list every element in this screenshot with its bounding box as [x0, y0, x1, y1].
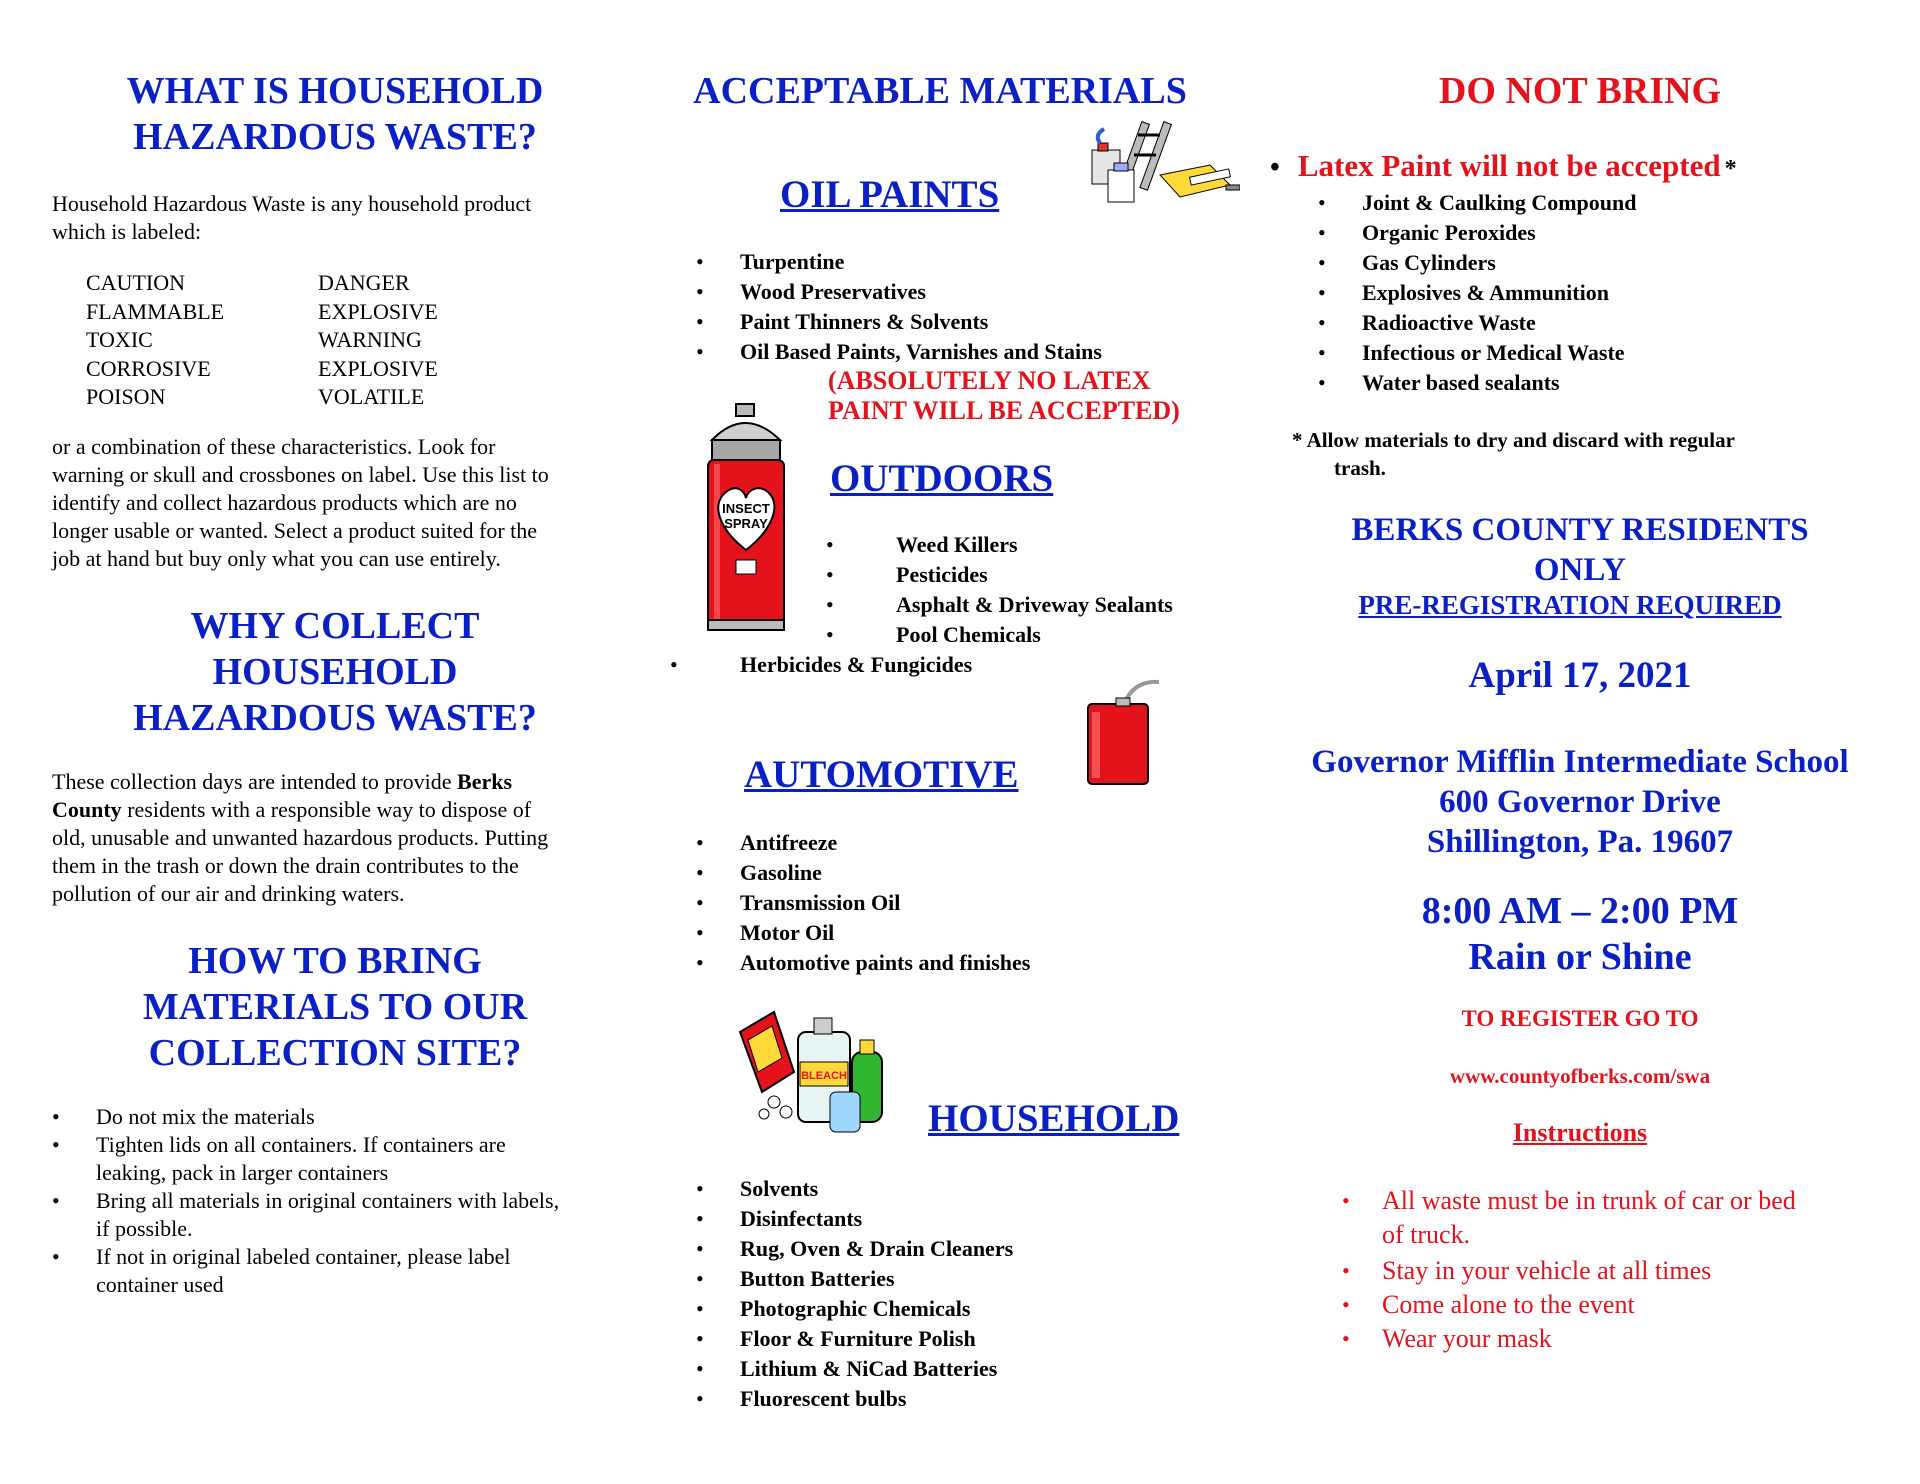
- household-list: [740, 1174, 1013, 1414]
- list-item: • Button Batteries: [740, 1264, 1013, 1294]
- gas-can-icon: [1084, 676, 1174, 791]
- section-household: HOUSEHOLD: [928, 1097, 1180, 1140]
- list-item: • Water based sealants: [1362, 368, 1636, 398]
- pre-registration-required: PRE-REGISTRATION REQUIRED: [1358, 590, 1782, 620]
- list-item: • Pesticides: [896, 560, 1173, 590]
- list-item: • Lithium & NiCad Batteries: [740, 1354, 1013, 1384]
- paint-supplies-icon: [1090, 115, 1240, 210]
- label-item: TOXIC: [86, 327, 153, 352]
- list-item: • Do not mix the materials: [96, 1103, 636, 1131]
- middle-column: [660, 0, 1260, 1484]
- list-item: • Fluorescent bulbs: [740, 1384, 1013, 1414]
- list-item: • Infectious or Medical Waste: [1362, 338, 1636, 368]
- list-item: • Herbicides & Fungicides: [740, 650, 972, 680]
- can-label-line2: SPRAY: [724, 516, 768, 531]
- heading-what-is-hhw: WHAT IS HOUSEHOLD HAZARDOUS WASTE?: [126, 70, 544, 158]
- register-url-link[interactable]: www.countyofberks.com/swa: [1449, 1064, 1711, 1088]
- outdoors-list: [896, 530, 1173, 650]
- list-item: • Paint Thinners & Solvents: [740, 307, 1102, 337]
- intro-paragraph: Household Hazardous Waste is any household product which is labeled:: [52, 191, 532, 244]
- no-latex-warning: (ABSOLUTELY NO LATEX PAINT WILL BE ACCEPTED): [828, 366, 1180, 425]
- list-item: • Pool Chemicals: [896, 620, 1173, 650]
- list-item: • Come alone to the event: [1382, 1288, 1882, 1322]
- label-list-col1: [86, 269, 224, 412]
- event-location: Governor Mifflin Intermediate School 600 Governor Drive Shillington, Pa. 19607: [1311, 744, 1849, 860]
- list-item: • Motor Oil: [740, 918, 1030, 948]
- list-item: • Solvents: [740, 1174, 1013, 1204]
- list-item: • All waste must be in trunk of car or bed of truck.: [1382, 1184, 1882, 1252]
- residents-only-heading: BERKS COUNTY RESIDENTS ONLY: [1351, 512, 1809, 588]
- list-item: • Explosives & Ammunition: [1362, 278, 1636, 308]
- can-label-line1: INSECT: [722, 501, 770, 516]
- list-item: • Bring all materials in original containers with labels, if possible.: [96, 1187, 636, 1243]
- right-column: [1270, 0, 1890, 1484]
- label-item: EXPLOSIVE: [318, 355, 438, 381]
- heading-why-collect: WHY COLLECT HOUSEHOLD HAZARDOUS WASTE?: [133, 605, 537, 739]
- how-to-bring-list: [96, 1103, 636, 1299]
- event-time: 8:00 AM – 2:00 PM Rain or Shine: [1421, 890, 1739, 978]
- list-item: • Disinfectants: [740, 1204, 1013, 1234]
- oil-paints-list: [740, 247, 1102, 367]
- list-item: • Radioactive Waste: [1362, 308, 1636, 338]
- list-item: • Wood Preservatives: [740, 277, 1102, 307]
- list-item: • Turpentine: [740, 247, 1102, 277]
- label-item: VOLATILE: [318, 384, 425, 409]
- list-item: • Organic Peroxides: [1362, 218, 1636, 248]
- bottle-label: BLEACH: [801, 1070, 847, 1082]
- label-item: FLAMMABLE: [86, 298, 225, 324]
- collection-purpose-paragraph: These collection days are intended to provide Berks County residents with a responsible way to dispose of old, unusable and unwanted hazardous products. Putting them in the trash or down the drain contributes to the pollution of our air and drinking waters.: [52, 769, 549, 906]
- outdoors-extra-list: [740, 650, 972, 680]
- label-item: CORROSIVE: [86, 355, 211, 381]
- instructions-list: [1382, 1184, 1882, 1356]
- list-item: • Gas Cylinders: [1362, 248, 1636, 278]
- section-automotive: AUTOMOTIVE: [744, 753, 1019, 796]
- do-not-bring-list: [1362, 188, 1636, 398]
- label-item: EXPLOSIVE: [318, 298, 438, 324]
- list-item: • Photographic Chemicals: [740, 1294, 1013, 1324]
- list-item: • Weed Killers: [896, 530, 1173, 560]
- heading-do-not-bring: DO NOT BRING: [1438, 70, 1722, 112]
- label-item: DANGER: [318, 270, 410, 295]
- heading-acceptable-materials: ACCEPTABLE MATERIALS: [693, 70, 1187, 112]
- list-item: • Wear your mask: [1382, 1322, 1882, 1356]
- list-item: • Transmission Oil: [740, 888, 1030, 918]
- list-item: • Tighten lids on all containers. If containers are leaking, pack in larger containers: [96, 1131, 636, 1187]
- label-item: POISON: [86, 384, 166, 409]
- section-outdoors: OUTDOORS: [830, 457, 1054, 500]
- automotive-list: [740, 828, 1030, 978]
- list-item: • Gasoline: [740, 858, 1030, 888]
- list-item: • Automotive paints and finishes: [740, 948, 1030, 978]
- section-oil-paints: OIL PAINTS: [780, 173, 1000, 216]
- list-item: • Rug, Oven & Drain Cleaners: [740, 1234, 1013, 1264]
- heading-how-to-bring: HOW TO BRING MATERIALS TO OUR COLLECTION SITE?: [142, 940, 528, 1074]
- label-list-col2: [318, 269, 438, 412]
- instructions-title: Instructions: [1512, 1118, 1648, 1147]
- label-item: WARNING: [318, 327, 422, 352]
- list-item: • Asphalt & Driveway Sealants: [896, 590, 1173, 620]
- latex-paint-notice: • Latex Paint will not be accepted *: [1270, 148, 1737, 183]
- list-item: • Antifreeze: [740, 828, 1030, 858]
- dry-discard-note: * Allow materials to dry and discard with regular trash.: [1292, 428, 1735, 480]
- register-prompt: TO REGISTER GO TO: [1461, 1006, 1699, 1031]
- list-item: • If not in original labeled container, please label container used: [96, 1243, 636, 1299]
- list-item: • Oil Based Paints, Varnishes and Stains: [740, 337, 1102, 367]
- list-item: • Stay in your vehicle at all times: [1382, 1254, 1882, 1288]
- characteristics-paragraph: or a combination of these characteristics. Look for warning or skull and crossbones on label. Use this list to identify and collect hazardous products which are no longer usable or wanted. Select a product suited for the job at hand but buy only what you can use entirely.: [52, 434, 549, 571]
- event-date: April 17, 2021: [1468, 655, 1692, 696]
- list-item: • Joint & Caulking Compound: [1362, 188, 1636, 218]
- household-cleaners-icon: [734, 1002, 894, 1137]
- insect-spray-can-icon: [700, 400, 800, 635]
- list-item: • Floor & Furniture Polish: [740, 1324, 1013, 1354]
- label-item: CAUTION: [86, 270, 185, 295]
